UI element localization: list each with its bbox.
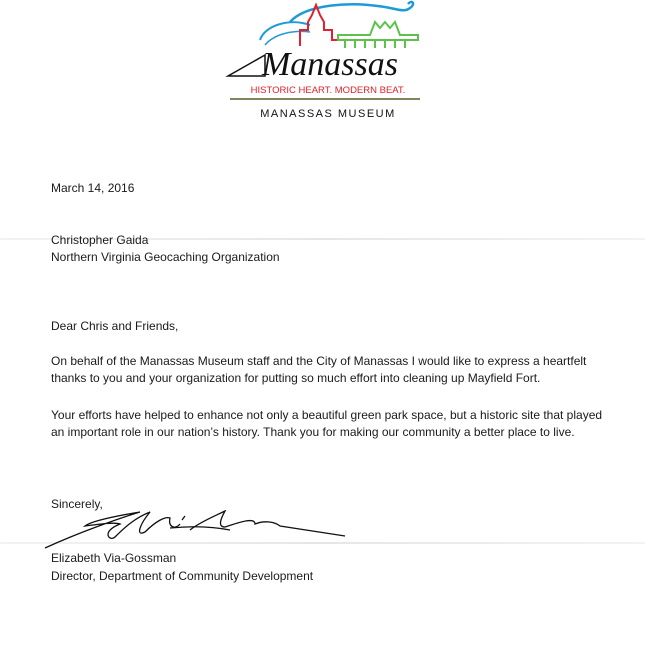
signer-title: Director, Department of Community Development xyxy=(51,569,314,583)
letter-date: March 14, 2016 xyxy=(51,181,135,195)
logo-tagline: HISTORIC HEART. MODERN BEAT. xyxy=(250,85,406,96)
closing: Sincerely, xyxy=(51,497,103,511)
logo-wordmark: Manassas xyxy=(261,46,399,83)
paragraph-1-line-1: On behalf of the Manassas Museum staff and the City of Manassas I would like to express a heartfelt xyxy=(51,354,587,368)
logo-subtitle: MANASSAS MUSEUM xyxy=(260,108,396,120)
recipient-org: Northern Virginia Geocaching Organization xyxy=(51,250,280,264)
manassas-museum-logo xyxy=(220,0,430,125)
signer-name: Elizabeth Via-Gossman xyxy=(51,551,177,565)
paragraph-1-line-2: thanks to you and your organization for putting so much effort into cleaning up Mayfield Fort. xyxy=(51,371,541,385)
recipient-name: Christopher Gaida xyxy=(51,233,149,247)
signature xyxy=(40,510,360,550)
salutation: Dear Chris and Friends, xyxy=(51,319,179,333)
paragraph-2-line-2: an important role in our nation’s history. Thank you for making our community a better place to live. xyxy=(51,425,575,439)
paragraph-2-line-1: Your efforts have helped to enhance not only a beautiful green park space, but a historic site that played xyxy=(51,408,603,422)
